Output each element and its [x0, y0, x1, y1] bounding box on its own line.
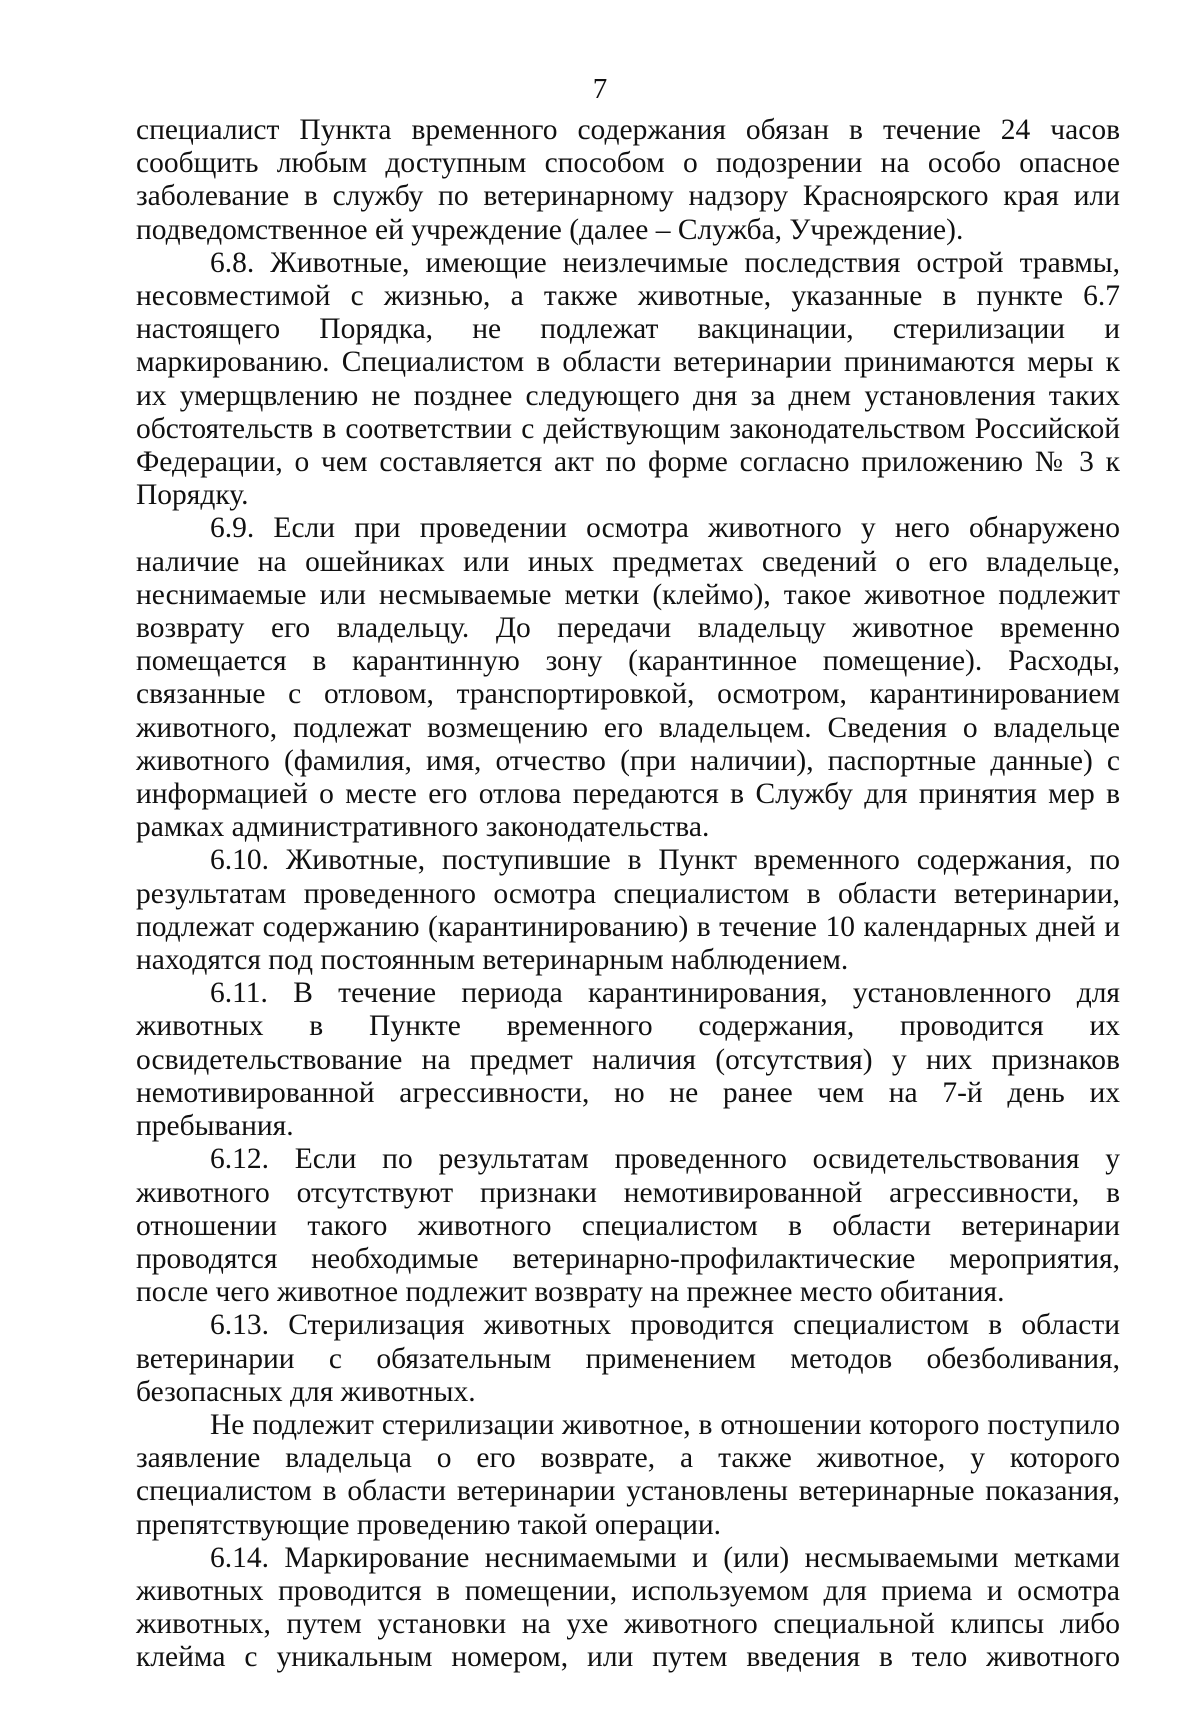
page-number: 7: [592, 73, 608, 105]
paragraph-6-9: 6.9. Если при проведении осмотра животного у него обнаружено наличие на ошейниках или иных предметах сведений о его владельце, неснимаемые или несмываемые метки (клеймо), такое животное подлежит возврату его владельцу. До передачи владельцу животное временно помещается в карантинную зону (карантинное помещение). Расходы, связанные с отловом, транспортировкой, осмотром, карантинированием животного, подлежат возмещению его владельцем. Сведения о владельце животного (фамилия, имя, отчество (при наличии), паспортные данные) с информацией о месте его отлова передаются в Службу для принятия мер в рамках административного законодательства.: [136, 512, 1120, 844]
paragraph-6-12: 6.12. Если по результатам проведенного освидетельствования у животного отсутствуют признаки немотивированной агрессивности, в отношении такого животного специалистом в области ветеринарии проводятся необходимые ветеринарно-профилактические мероприятия, после чего животное подлежит возврату на прежнее место обитания.: [136, 1143, 1120, 1309]
document-body: [136, 114, 1120, 1675]
paragraph-continuation: специалист Пункта временного содержания обязан в течение 24 часов сообщить любым доступным способом о подозрении на особо опасное заболевание в службу по ветеринарному надзору Красноярского края или подведомственное ей учреждение (далее – Служба, Учреждение).: [136, 114, 1120, 246]
paragraph-6-11: 6.11. В течение периода карантинирования, установленного для животных в Пункте временного содержания, проводится их освидетельствование на предмет наличия (отсутствия) у них признаков немотивированной агрессивности, но не ранее чем на 7-й день их пребывания.: [136, 977, 1120, 1143]
paragraph-6-8: 6.8. Животные, имеющие неизлечимые последствия острой травмы, несовместимой с жизнью, а также животные, указанные в пункте 6.7 настоящего Порядка, не подлежат вакцинации, стерилизации и маркированию. Специалистом в области ветеринарии принимаются меры к их умерщвлению не позднее следующего дня за днем установления таких обстоятельств в соответствии с действующим законодательством Российской Федерации, о чем составляется акт по форме согласно приложению № 3 к Порядку.: [136, 246, 1120, 512]
paragraph-6-10: 6.10. Животные, поступившие в Пункт временного содержания, по результатам проведенного осмотра специалистом в области ветеринарии, подлежат содержанию (карантинированию) в течение 10 календарных дней и находятся под постоянным ветеринарным наблюдением.: [136, 844, 1120, 977]
paragraph-6-14: 6.14. Маркирование неснимаемыми и (или) несмываемыми метками животных проводится в помещении, используемом для приема и осмотра животных, путем установки на ухе животного специальной клипсы либо клейма с уникальным номером, или путем введения в тело животного: [136, 1541, 1120, 1674]
paragraph-sterilization-exception: Не подлежит стерилизации животное, в отношении которого поступило заявление владельца о его возврате, а также животное, у которого специалистом в области ветеринарии установлены ветеринарные показания, препятствующие проведению такой операции.: [136, 1408, 1120, 1541]
paragraph-6-13: 6.13. Стерилизация животных проводится специалистом в области ветеринарии с обязательным применением методов обезболивания, безопасных для животных.: [136, 1309, 1120, 1408]
